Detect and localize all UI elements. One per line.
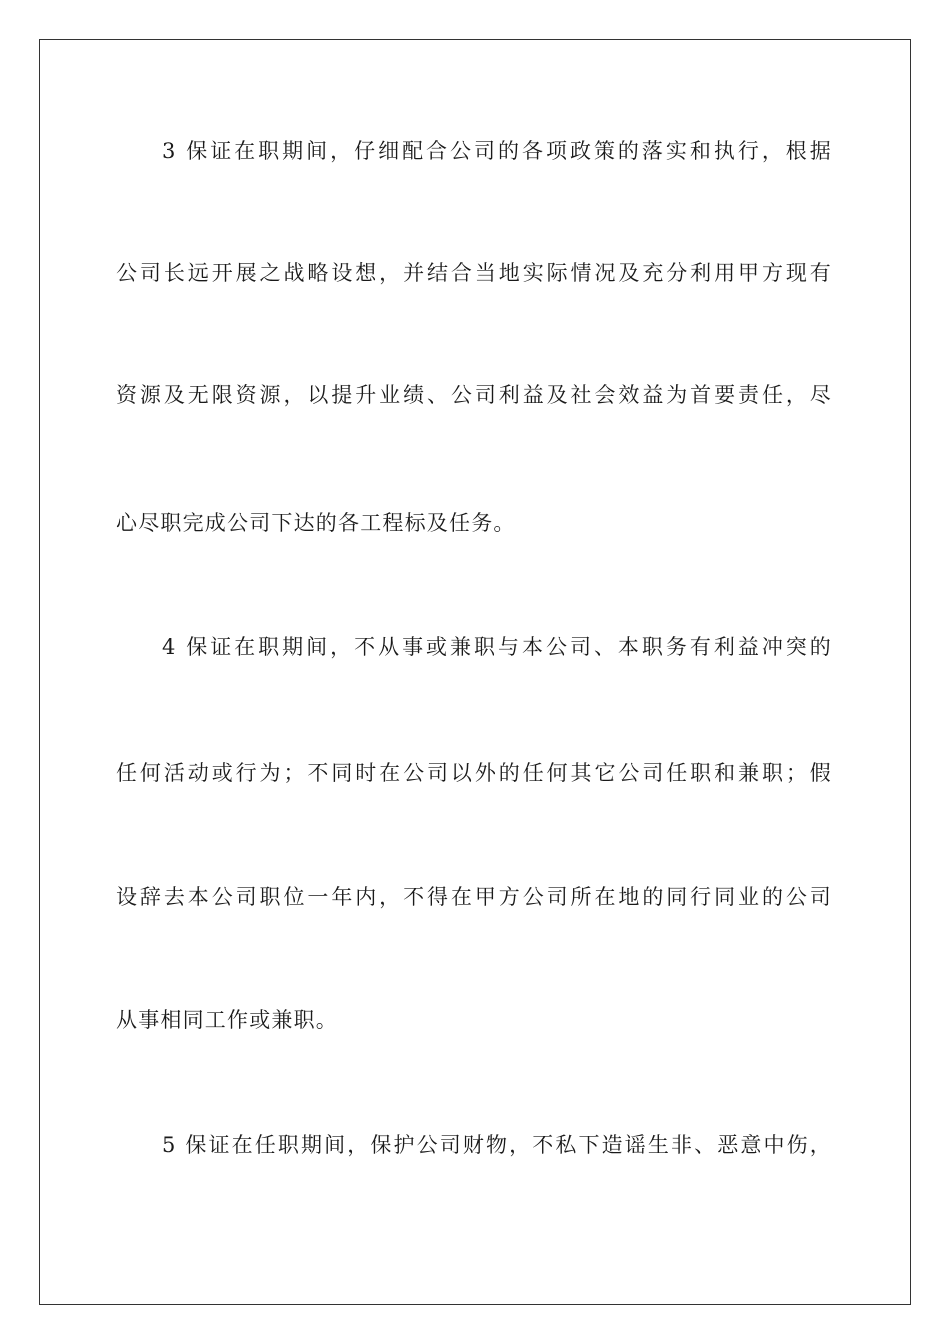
paragraph-3-line-1: 3 保证在职期间，仔细配合公司的各项政策的落实和执行，根据: [162, 139, 832, 163]
paragraph-3-line-3: 资源及无限资源，以提升业绩、公司利益及社会效益为首要责任，尽: [116, 383, 832, 407]
paragraph-4-line-3: 设辞去本公司职位一年内，不得在甲方公司所在地的同行同业的公司: [116, 885, 832, 909]
paragraph-4-line-1: 4 保证在职期间，不从事或兼职与本公司、本职务有利益冲突的: [162, 635, 832, 659]
page-border: [39, 39, 911, 1305]
paragraph-4-line-2: 任何活动或行为；不同时在公司以外的任何其它公司任职和兼职；假: [116, 761, 832, 785]
paragraph-4-line-4: 从事相同工作或兼职。: [116, 1008, 338, 1032]
paragraph-5-line-1: 5 保证在任职期间，保护公司财物，不私下造谣生非、恶意中伤，: [162, 1133, 832, 1157]
paragraph-3-line-4: 心尽职完成公司下达的各工程标及任务。: [116, 511, 516, 535]
paragraph-3-line-2: 公司长远开展之战略设想，并结合当地实际情况及充分利用甲方现有: [116, 261, 832, 285]
